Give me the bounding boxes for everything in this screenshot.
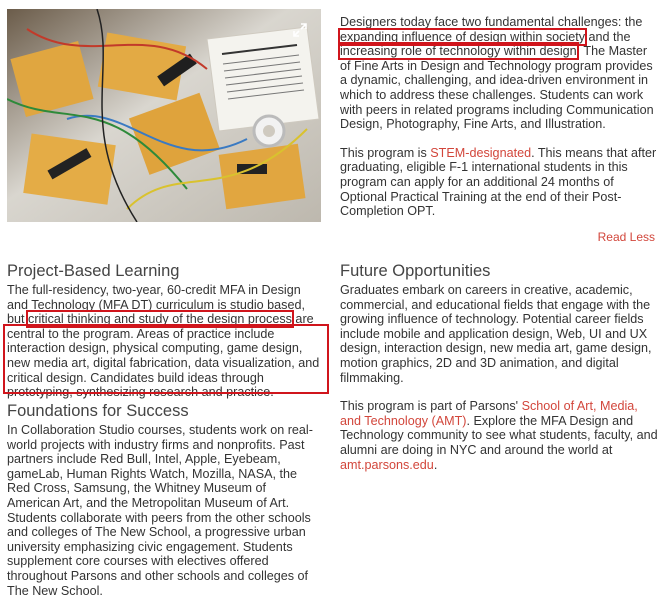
- stem-designated-link[interactable]: STEM-designated: [430, 145, 532, 160]
- future-section: [340, 283, 658, 472]
- read-less-link[interactable]: Read Less: [597, 230, 655, 244]
- future-paragraph-2: This program is part of Parsons' School of Art, Media, and Technology (AMT). Explore the MFA Design and Technology community to see what students, faculty, and alumni are doing in NYC and around the world at amt.parsons.edu.: [340, 399, 658, 472]
- expand-icon[interactable]: [293, 23, 307, 37]
- intro-section: [340, 15, 658, 219]
- project-based-heading: Project-Based Learning: [7, 262, 180, 280]
- amt-school-link[interactable]: School of Art, Media, and Technology (AMT): [340, 399, 638, 428]
- highlight-design-influence: expanding influence of design within society: [340, 29, 586, 44]
- project-based-text: The full-residency, two-year, 60-credit MFA in Design and Technology (MFA DT) curriculum is studio based, but critical thinking and study of the design process are central to the program. Areas of practice include interaction design, physical computing, game design, new media art, digital fabrication, data visualization, and critical design. Candidates build ideas through prototyping, synthesizing research and practice.: [7, 283, 320, 400]
- amt-site-link[interactable]: amt.parsons.edu: [340, 457, 434, 472]
- foundations-text: In Collaboration Studio courses, students work on real-world projects with industry firms and nonprofits. Past partners include Red Bull, Intel, Apple, Eyebeam, gameLab, Human Rights Watch, Mozilla, NASA, the Red Cross, Samsung, the Whitney Museum of American Art, and the Metropolitan Museum of Art. Students collaborate with peers from the other schools and colleges of The New School, a progressive urban university emphasizing civic engagement. Students supplement core courses with electives offered throughout Parsons and other schools and colleges of The New School.: [7, 423, 313, 598]
- circuit-boards-image: [7, 9, 321, 222]
- intro-paragraph-2: This program is STEM-designated. This means that after graduating, eligible F-1 international students in this program can apply for an additional 24 months of Optional Practical Training at the end of their Post-Completion OPT.: [340, 145, 657, 219]
- highlight-critical-thinking: critical thinking and study of the design process: [28, 312, 292, 327]
- intro-paragraph-1: Designers today face two fundamental challenges: the expanding influence of design within society and the increasing role of technology within design. The Master of Fine Arts in Design and Technology program provides a dynamic, challenging, and idea-driven environment in which to address these challenges. Students can work with peers in related programs including Communication Design, Photography, Fine Arts, and Illustration.: [340, 15, 654, 132]
- highlight-technology-role: increasing role of technology within design: [340, 44, 577, 59]
- future-heading: Future Opportunities: [340, 262, 491, 280]
- future-paragraph-1: Graduates embark on careers in creative, academic, commercial, and educational fields that engage with the growing influence of technology. Potential career fields include mobile and application design, Web, UI and UX design, interaction design, new media art, game design, motion graphics, 2D and 3D animation, and digital filmmaking.: [340, 283, 652, 385]
- foundations-heading: Foundations for Success: [7, 402, 189, 420]
- program-photo[interactable]: [7, 9, 321, 222]
